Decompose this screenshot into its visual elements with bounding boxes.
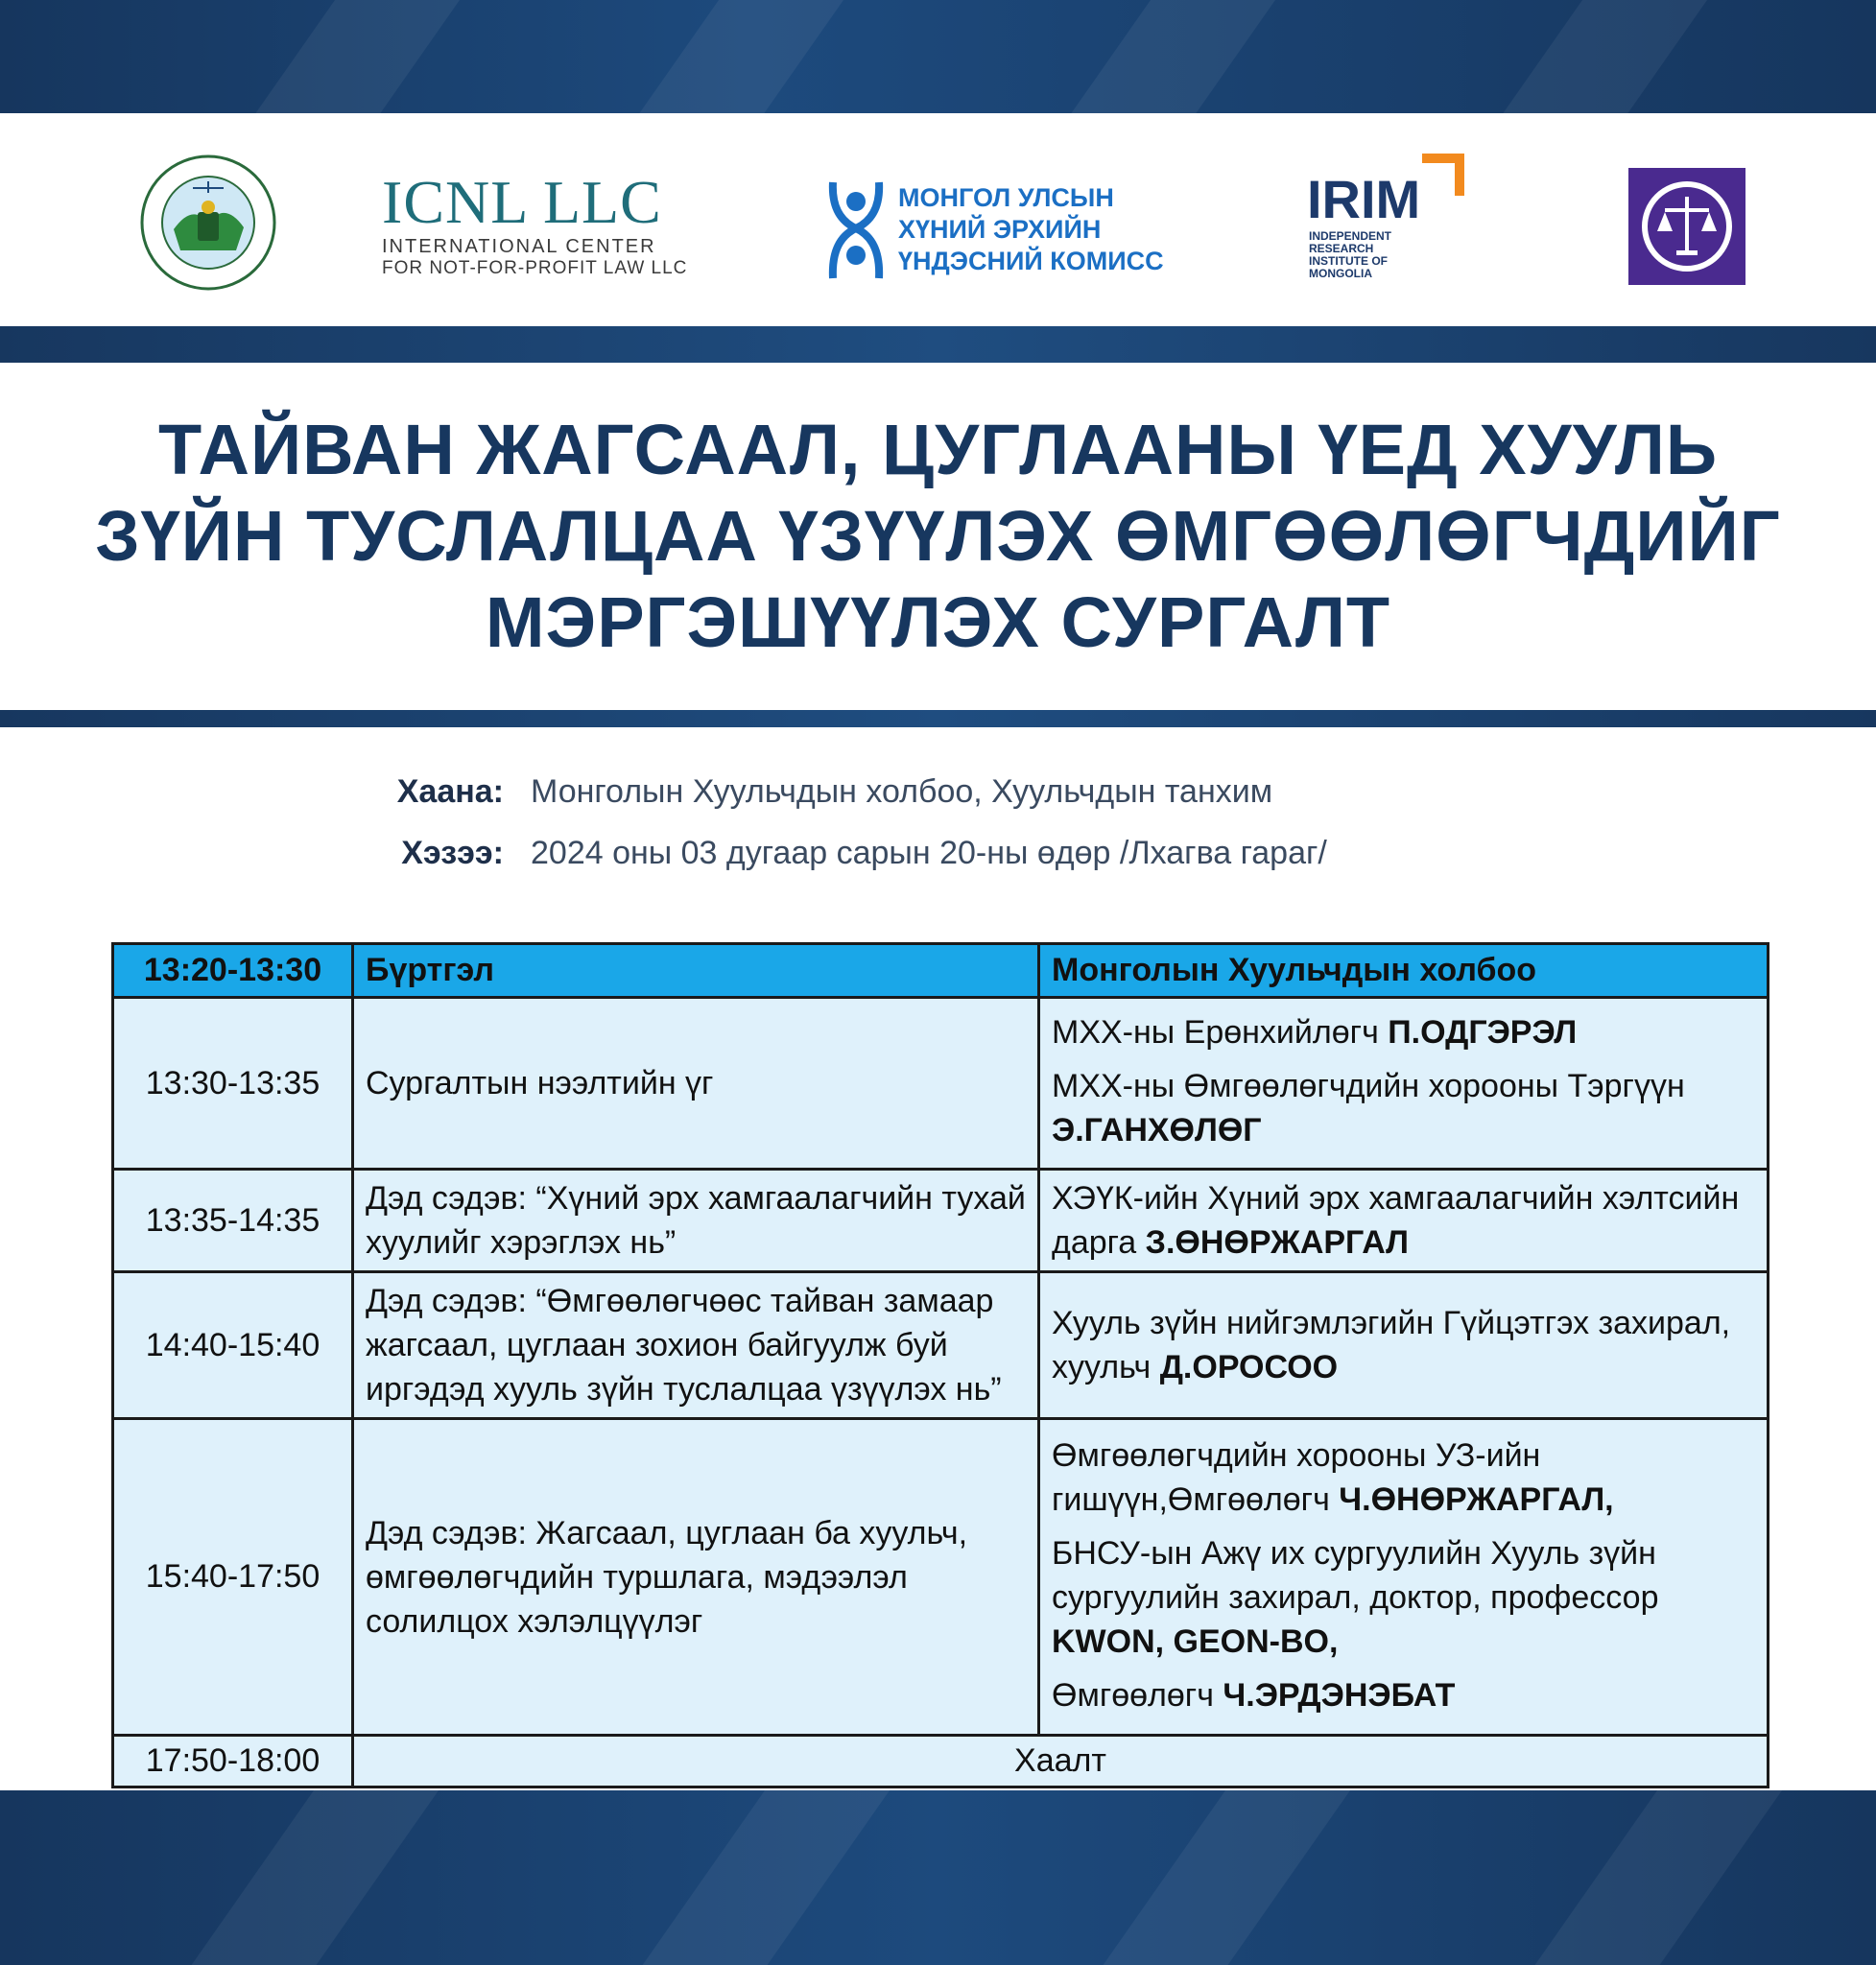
table-row [113, 944, 1769, 998]
time-cell: 13:20-13:30 [113, 944, 353, 998]
speaker-cell [1039, 1170, 1769, 1272]
irim-orange-corner-icon [1422, 154, 1464, 196]
justice-foundation-logo [1628, 168, 1745, 285]
speaker-entry: Өмгөөлөгчдийн хорооны УЗ-ийн гишүүн,Өмгөөлөгч Ч.ӨНӨРЖАРГАЛ, [1052, 1436, 1614, 1518]
speaker-cell: Монголын Хуульчдын холбоо [1039, 944, 1769, 998]
when-label: Хэзээ: [401, 835, 504, 871]
speaker-cell [1039, 998, 1769, 1170]
icnl-logo [382, 168, 699, 278]
topic-cell: Дэд сэдэв: “Өмгөөлөгчөөс тайван замаар жагсаал, цуглаан зохион байгуулж буй иргэдэд хууль зүйн туслалцаа үзүүлэх нь” [353, 1272, 1039, 1419]
icnl-subtitle-line2: FOR NOT-FOR-PROFIT LAW LLC [382, 258, 688, 278]
irim-line-1: INDEPENDENT [1309, 229, 1392, 243]
schedule-table [111, 942, 1769, 1788]
bar-association-seal-icon [140, 154, 276, 291]
speaker-entry: МХХ-ны Ерөнхийлөгч П.ОДГЭРЭЛ [1052, 1014, 1578, 1051]
page-title: ТАЙВАН ЖАГСААЛ, ЦУГЛААНЫ ҮЕД ХУУЛЬ ЗҮЙН ТУСЛАЛЦАА ҮЗҮҮЛЭХ ӨМГӨӨЛӨГЧДИЙГ МЭРГЭШҮҮЛЭХ СУРГАЛТ [95, 410, 1781, 662]
irim-logo [1307, 154, 1470, 288]
irim-line-4: MONGOLIA [1309, 267, 1372, 280]
where-value: Монголын Хуульчдын холбоо, Хуульчдын танхим [531, 773, 1273, 810]
icnl-title: ICNL LLC [382, 168, 662, 236]
speaker-entry: МХХ-ны Өмгөөлөгчдийн хорооны Тэргүүн Э.ГАНХӨЛӨГ [1052, 1068, 1685, 1148]
topic-cell: Дэд сэдэв: Жагсаал, цуглаан ба хуульч, өмгөөлөгчдийн туршлага, мэдээлэл солилцох хэлэлцүүлэг [353, 1419, 1039, 1736]
nhrc-line-3: ҮНДЭСНИЙ КОМИСС [898, 247, 1164, 275]
irim-line-2: RESEARCH [1309, 242, 1374, 255]
time-cell: 14:40-15:40 [113, 1272, 353, 1419]
when-row [369, 835, 1327, 872]
topic-cell: Дэд сэдэв: “Хүний эрх хамгаалагчийн тухай хуулийг хэрэглэх нь” [353, 1170, 1039, 1272]
table-row [113, 998, 1769, 1170]
topic-cell: Бүртгэл [353, 944, 1039, 998]
speaker-entry: Хууль зүйн нийгэмлэгийн Гүйцэтгэх захирал, хуульч Д.ОРОСОО [1052, 1305, 1731, 1385]
where-row [369, 773, 1272, 811]
icnl-subtitle-line1: INTERNATIONAL CENTER [382, 236, 656, 257]
table-row [113, 1419, 1769, 1736]
bottom-banner [0, 1790, 1876, 1965]
closing-label: Хаалт [353, 1736, 1769, 1787]
table-row [113, 1170, 1769, 1272]
partner-logos [0, 113, 1876, 326]
speaker-cell [1039, 1419, 1769, 1736]
title-top-bar [0, 326, 1876, 363]
table-row [113, 1272, 1769, 1419]
speaker-cell [1039, 1272, 1769, 1419]
irim-line-3: INSTITUTE OF [1309, 254, 1388, 268]
nhrc-line-1: МОНГОЛ УЛСЫН [898, 183, 1114, 212]
mongolian-bar-association-logo [140, 154, 276, 291]
irim-title: IRIM [1307, 169, 1421, 229]
time-cell: 13:35-14:35 [113, 1170, 353, 1272]
nhrc-logo [827, 178, 1192, 286]
speaker-entry: ХЭҮК-ийн Хүний эрх хамгаалагчийн хэлтсийн дарга З.ӨНӨРЖАРГАЛ [1052, 1180, 1740, 1261]
scales-of-justice-icon [1628, 168, 1745, 285]
where-label: Хаана: [396, 773, 504, 810]
human-figure-icon [827, 178, 885, 282]
speaker-entry: Өмгөөлөгч Ч.ЭРДЭНЭБАТ [1052, 1676, 1456, 1714]
topic-cell: Сургалтын нээлтийн үг [353, 998, 1039, 1170]
when-value: 2024 оны 03 дугаар сарын 20-ны өдөр /Лхагва гараг/ [531, 835, 1327, 871]
table-row-closing [113, 1736, 1769, 1787]
time-cell: 15:40-17:50 [113, 1419, 353, 1736]
top-banner [0, 0, 1876, 113]
nhrc-line-2: ХҮНИЙ ЭРХИЙН [898, 215, 1102, 244]
speaker-entry: БНСУ-ын Ажү их сургуулийн Хууль зүйн сургуулийн захирал, доктор, профессор KWON, GEON-BO, [1052, 1534, 1659, 1660]
time-cell: 13:30-13:35 [113, 998, 353, 1170]
title-section [0, 363, 1876, 710]
title-bottom-bar [0, 710, 1876, 727]
time-cell: 17:50-18:00 [113, 1736, 353, 1787]
